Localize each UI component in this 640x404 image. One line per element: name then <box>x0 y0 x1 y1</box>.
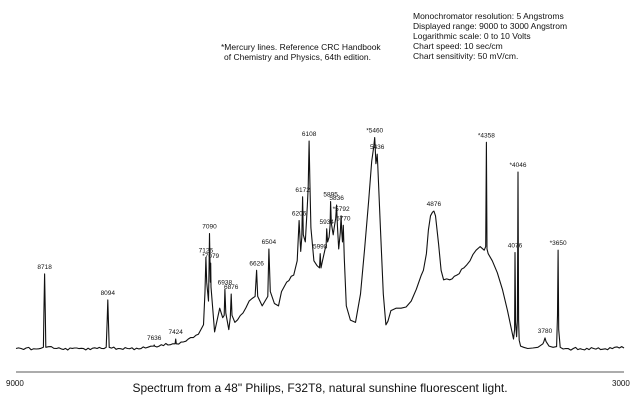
peak-label-6108: 6108 <box>301 131 317 139</box>
peak-label-7090: 7090 <box>202 223 217 231</box>
peak-label-hg-5792: *5792 <box>332 205 350 213</box>
peak-label-8718: 8718 <box>37 263 52 271</box>
peak-label-6626: 6626 <box>249 260 264 268</box>
peak-label-hg-3650: *3650 <box>549 240 567 248</box>
peak-label-4876: 4876 <box>426 201 442 209</box>
peak-label-5934: 5934 <box>319 218 334 226</box>
peak-label-hg-5460: *5460 <box>366 127 384 135</box>
peak-label-hg-4046: *4046 <box>509 162 527 169</box>
peak-label-8094: 8094 <box>100 289 116 297</box>
peak-label-hg-4358: *4358 <box>477 132 495 140</box>
peak-label-7126: 7126 <box>198 247 214 255</box>
note-sensitivity: Chart sensitivity: 50 mV/cm. <box>413 51 519 61</box>
peak-label-4076: 4076 <box>507 242 523 250</box>
peak-label-5895: 5895 <box>323 191 338 199</box>
peak-label-3780: 3780 <box>537 327 553 335</box>
note-resolution: Monochromator resolution: 5 Angstroms <box>413 11 564 21</box>
note-speed: Chart speed: 10 sec/cm <box>413 41 503 51</box>
peak-label-5998: 5998 <box>312 243 328 251</box>
peak-label-6938: 6938 <box>217 279 233 287</box>
peak-label-6206: 6206 <box>291 210 307 218</box>
peak-label-7636: 7636 <box>146 335 162 342</box>
chart-settings-notes <box>413 11 567 61</box>
x-tick-label-9000: 9000 <box>6 379 24 388</box>
x-tick-label-3000: 3000 <box>612 379 630 388</box>
peak-label-6876: 6876 <box>223 284 239 291</box>
reference-line-2: of Chemistry and Physics, 64th edition. <box>224 52 371 62</box>
peak-label-hg-7079: *7079 <box>202 253 220 261</box>
peak-label-6504: 6504 <box>261 239 277 246</box>
mercury-reference-note <box>221 42 381 62</box>
note-scale: Logarithmic scale: 0 to 10 Volts <box>413 31 531 41</box>
chart-title: Spectrum from a 48" Philips, F32T8, natural sunshine fluorescent light. <box>132 381 508 395</box>
peak-label-6172: 6172 <box>295 186 310 194</box>
peak-label-5770: 5770 <box>336 215 351 223</box>
peak-label-7424: 7424 <box>168 329 183 336</box>
note-range: Displayed range: 9000 to 3000 Angstrom <box>413 21 568 31</box>
peak-label-5436: 5436 <box>369 144 385 152</box>
peak-label-5836: 5836 <box>329 195 344 203</box>
reference-line-1: *Mercury lines. Reference CRC Handbook <box>221 42 381 52</box>
